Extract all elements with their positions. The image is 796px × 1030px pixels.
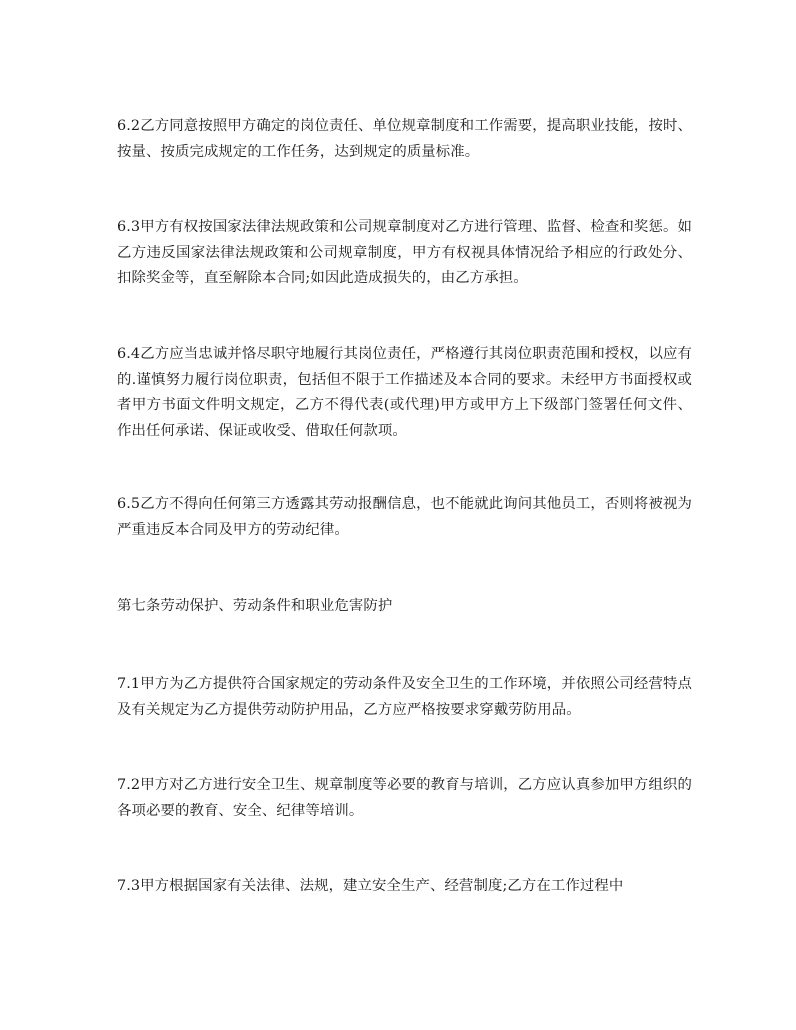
clause-6-5-paragraph: 6.5乙方不得向任何第三方透露其劳动报酬信息，也不能就此询问其他员工，否则将被视为严重违反本合同及甲方的劳动纪律。	[117, 496, 692, 538]
clause-7-3-paragraph: 7.3甲方根据国家有关法律、法规，建立安全生产、经营制度;乙方在工作过程中	[117, 878, 624, 894]
clause-6-4-paragraph: 6.4乙方应当忠诚并恪尽职守地履行其岗位责任，严格遵行其岗位职责范围和授权，以应有的.谨慎努力履行岗位职责，包括但不限于工作描述及本合同的要求。未经甲方书面授权或者甲方书面文件明文规定，乙方不得代表(或代理)甲方或甲方上下级部门签署任何文件、作出任何承诺、保证或收受、借取任何款项。	[117, 346, 692, 439]
clause-6-2-paragraph: 6.2乙方同意按照甲方确定的岗位责任、单位规章制度和工作需要，提高职业技能，按时、按量、按质完成规定的工作任务，达到规定的质量标准。	[117, 118, 692, 160]
clause-7-1-paragraph: 7.1甲方为乙方提供符合国家规定的劳动条件及安全卫生的工作环境，并依照公司经营特点及有关规定为乙方提供劳动防护用品，乙方应严格按要求穿戴劳防用品。	[117, 676, 692, 718]
clause-7-2-paragraph: 7.2甲方对乙方进行安全卫生、规章制度等必要的教育与培训，乙方应认真参加甲方组织的各项必要的教育、安全、纪律等培训。	[117, 777, 692, 819]
clause-6-3-paragraph: 6.3甲方有权按国家法律法规政策和公司规章制度对乙方进行管理、监督、检查和奖惩。如乙方违反国家法律法规政策和公司规章制度，甲方有权视具体情况给予相应的行政处分、扣除奖金等，直至解除本合同;如因此造成损失的，由乙方承担。	[117, 219, 692, 286]
article-7-heading: 第七条劳动保护、劳动条件和职业危害防护	[117, 598, 393, 614]
